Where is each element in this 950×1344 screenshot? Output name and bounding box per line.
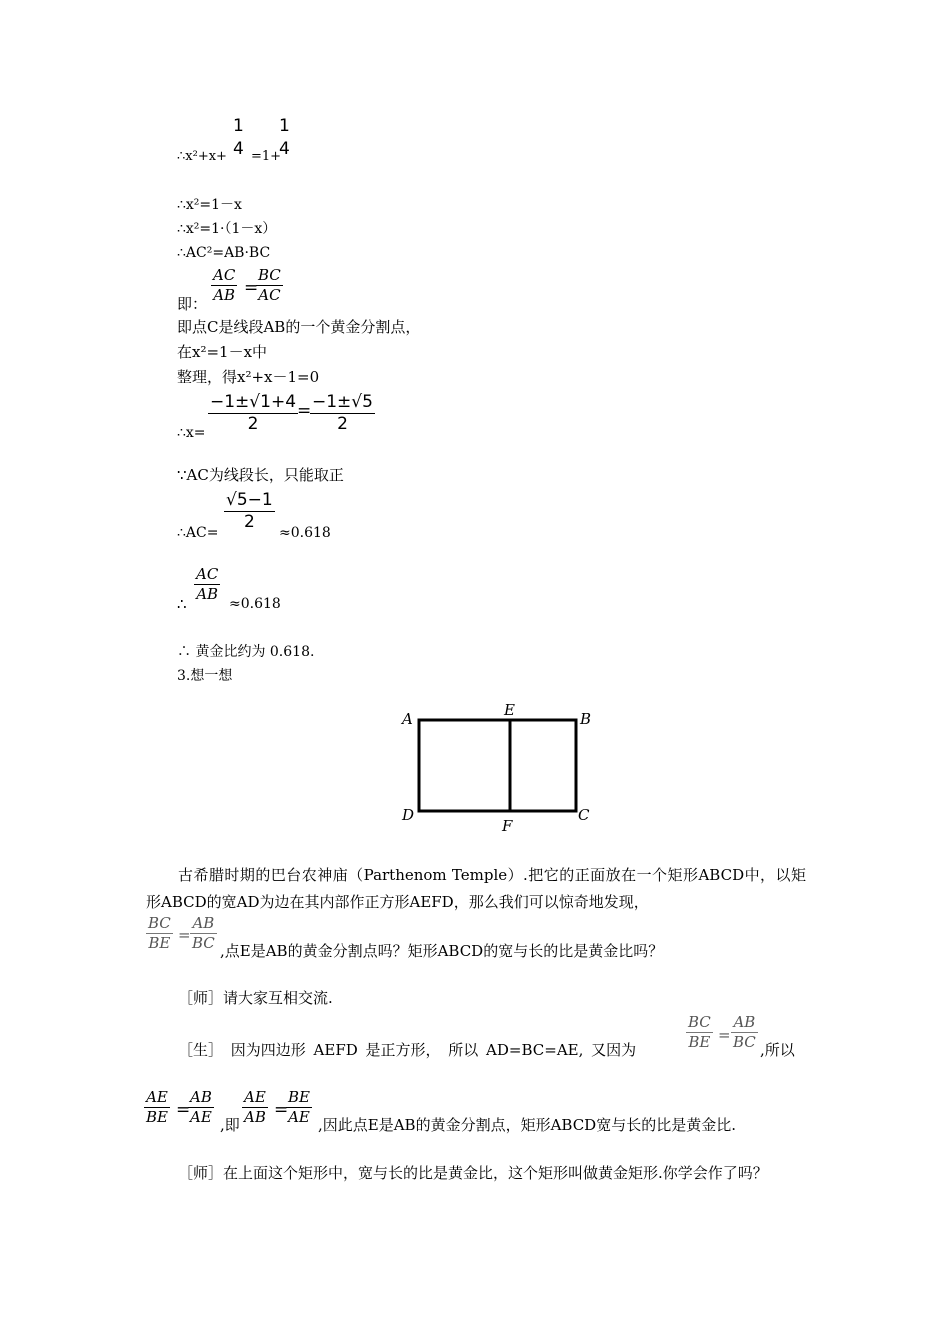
denominator: BC (192, 934, 215, 952)
so-text: ,即 (220, 1116, 240, 1134)
therefore-sign: ∴ (177, 595, 187, 613)
denominator: 4 (279, 139, 290, 159)
fraction-ac-ab-2 (194, 567, 220, 602)
text-line-8: 整理，得x²+x－1=0 (177, 368, 320, 386)
denominator: 2 (247, 414, 259, 434)
denominator: BE (688, 1033, 711, 1051)
denominator: 2 (243, 512, 255, 532)
fraction-ab-ae (188, 1090, 214, 1125)
equals-sign: = (718, 1026, 731, 1044)
equation-line-2: ∴x²=1－x (177, 197, 242, 213)
numerator: AB (192, 914, 215, 932)
denominator: AB (196, 585, 219, 603)
numerator: AB (190, 1088, 212, 1106)
numerator: AE (244, 1088, 266, 1106)
numerator: BC (258, 266, 281, 284)
paragraph-parthenon: 古希腊时期的巴台农神庙（Parthenom Temple）.把它的正面放在一个矩形ABCD中，以矩形ABCD的宽AD为边在其内部作正方形AEFD，那么我们可以惊奇地发现， (146, 866, 806, 911)
denominator: 2 (337, 414, 348, 434)
fraction-ae-ab (242, 1090, 268, 1125)
ac-lead: ∴AC= (177, 525, 219, 541)
numerator: AC (213, 266, 236, 284)
numerator: √5−1 (226, 490, 273, 510)
numerator: AC (196, 565, 219, 583)
equals-sign: = (297, 401, 312, 421)
fraction-ac-ab (211, 268, 237, 303)
text-line-13: ∴ 黄金比约为 0.618. (177, 644, 315, 660)
approx-value: ≈0.618 (279, 525, 331, 541)
fraction-ab-bc-2 (731, 1015, 758, 1050)
paragraph-question: ,点E是AB的黄金分割点吗？矩形ABCD的宽与长的比是黄金比吗？ (220, 942, 664, 960)
fraction-quadratic-2 (310, 394, 375, 433)
fraction-be-ae (286, 1090, 312, 1125)
rectangle-figure (400, 700, 600, 835)
section-heading: 3.想一想 (177, 668, 233, 684)
equation-line-1 (177, 150, 281, 163)
fraction-quadratic-1 (208, 394, 298, 433)
denominator: BC (733, 1033, 756, 1051)
approx-value-2: ≈0.618 (229, 596, 281, 612)
fraction-bc-ac (256, 268, 283, 303)
label-a: A (402, 710, 413, 728)
numerator: −1±√1+4 (210, 392, 297, 412)
denominator: AE (190, 1108, 212, 1126)
student-line-tail: ,所以 (760, 1041, 795, 1059)
text-line-7: 在x²=1－x中 (177, 343, 268, 361)
student-line: ［生］ 因为四边形 AEFD 是正方形， 所以 AD=BC=AE, 又因为 (178, 1041, 637, 1059)
label-e: E (504, 701, 515, 719)
conclusion-text: ,因此点E是AB的黄金分割点，矩形ABCD宽与长的比是黄金比. (318, 1116, 736, 1134)
label-c: C (578, 806, 590, 824)
text-line-6: 即点C是线段AB的一个黄金分割点， (177, 318, 421, 336)
denominator: BE (148, 934, 171, 952)
denominator: AB (244, 1108, 266, 1126)
label-d: D (402, 806, 415, 824)
fraction-ab-bc (190, 916, 217, 951)
numerator: 1 (279, 116, 290, 136)
ratio-lead: 即： (177, 295, 208, 313)
teacher-line-2: ［师］在上面这个矩形中，宽与长的比是黄金比，这个矩形叫做黄金矩形.你学会作了吗？ (178, 1164, 768, 1182)
denominator: AC (258, 286, 281, 304)
equation-line-4: ∴AC²=AB·BC (177, 245, 271, 261)
equals-sign: = (178, 926, 191, 944)
label-b: B (580, 710, 592, 728)
numerator: 1 (233, 116, 244, 136)
equals-sign: = (244, 278, 259, 298)
fraction-golden-value (224, 492, 275, 531)
numerator: −1±√5 (312, 392, 373, 412)
equals-sign: = (176, 1100, 191, 1120)
numerator: AB (733, 1013, 756, 1031)
text-line-10: ∵AC为线段长，只能取正 (177, 466, 344, 484)
fraction-bc-be (146, 916, 173, 951)
equals-one-plus: =1+ (250, 149, 281, 164)
denominator: AE (288, 1108, 310, 1126)
numerator: BC (148, 914, 171, 932)
numerator: AE (146, 1088, 168, 1106)
equation-prefix: ∴x²+x+ (177, 149, 227, 164)
numerator: BE (288, 1088, 310, 1106)
fraction-ae-be (144, 1090, 170, 1125)
x-lead: ∴x= (177, 425, 206, 441)
denominator: 4 (233, 139, 244, 159)
equals-sign: = (274, 1100, 289, 1120)
numerator: BC (688, 1013, 711, 1031)
fraction-bc-be-2 (686, 1015, 713, 1050)
denominator: BE (146, 1108, 168, 1126)
equation-line-3: ∴x²=1·（1－x） (177, 221, 277, 237)
denominator: AB (213, 286, 236, 304)
label-f: F (502, 817, 513, 835)
teacher-line-1: ［师］请大家互相交流. (178, 989, 333, 1007)
